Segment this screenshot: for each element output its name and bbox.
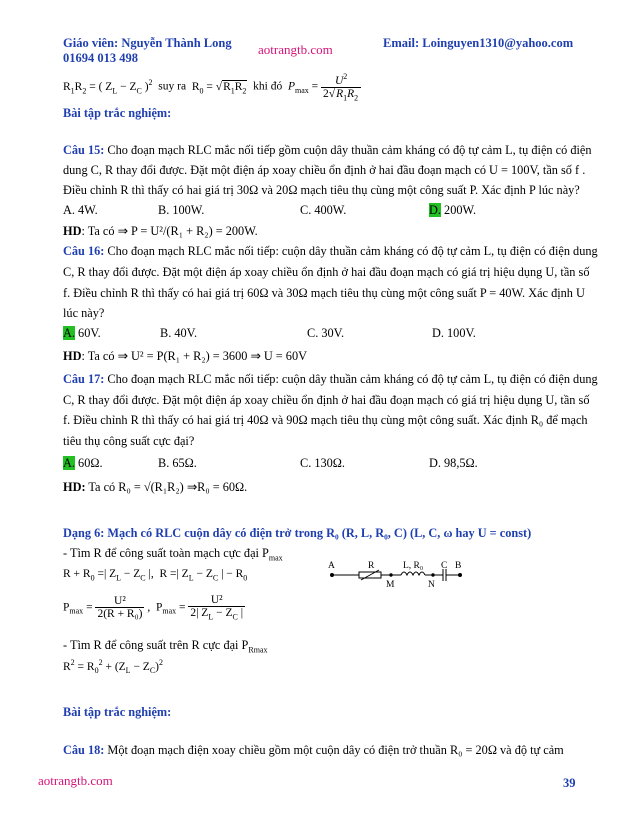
q15-option-a[interactable]: A. 4W. [63, 203, 98, 217]
circuit-label-m: M [386, 580, 395, 590]
q17-line2: C, R thay đổi được. Đặt một điện áp xoay chiều ổn định ở hai đầu đoạn mạch có giá trị hiệu dụng U, tần số [63, 393, 590, 407]
q15-line3: Điều chỉnh R thì thấy có hai giá trị 30Ω và 20Ω mạch tiêu thụ cùng một công suất P. Xác định P lúc này? [63, 183, 580, 197]
circuit-label-n: N [428, 580, 435, 590]
circuit-label-c: C [441, 561, 448, 571]
top-formula-pmax: $\frac{U^2}{2√R_1R_2}$ [321, 72, 361, 102]
header-site-link[interactable]: aotrangtb.com [258, 42, 333, 57]
dang6-eq1: $R + R_0$ =| $Z_L - Z_C$ |, R =| $Z_L - Z_C$ | − $R_0$ [63, 568, 248, 583]
q17-option-b[interactable]: B. 65Ω. [158, 456, 197, 470]
top-formula-lhs: $R_1R_2$ = ( $Z_L - Z_C$ )$^2$ [63, 77, 153, 95]
q16-line3: f. Điều chỉnh R thì thấy có hai giá trị 60Ω và 30Ω mạch tiêu thụ cùng một công suất P = 40W. Xác định U [63, 286, 585, 300]
q16-option-d[interactable]: D. 100V. [432, 326, 476, 340]
q15-option-b[interactable]: B. 100W. [158, 203, 205, 217]
q16-option-c[interactable]: C. 30V. [307, 326, 345, 340]
dang6-bullet1: - Tìm R để công suất toàn mạch cực đại $P_{max}$ [63, 546, 283, 563]
q16-line1: Câu 16: Cho đoạn mạch RLC mắc nối tiếp: cuộn dây thuần cảm kháng có độ tự cảm L, tụ điện có điện dung [63, 244, 598, 258]
q16-option-a[interactable]: A. 60V. [63, 326, 101, 340]
q17-line1: Câu 17: Cho đoạn mạch RLC mắc nối tiếp: cuộn dây thuần cảm kháng có độ tự cảm L, tụ điện có điện dung [63, 372, 598, 386]
footer-site-link[interactable]: aotrangtb.com [38, 773, 113, 788]
header-email[interactable]: Email: Loinguyen1310@yahoo.com [383, 36, 574, 50]
circuit-label-b: B [455, 561, 462, 571]
q17-option-c[interactable]: C. 130Ω. [300, 456, 346, 470]
top-formula-khido: khi đó [253, 80, 283, 93]
circuit-label-lr0: L, R₀ [403, 561, 424, 571]
circuit-diagram [325, 558, 515, 598]
q17-line3: f. Điều chỉnh R thì thấy có hai giá trị 40Ω và 90Ω mạch tiêu thụ cùng một công suất. Xác định R₀ để mạch [63, 413, 588, 427]
q16-hint: HD: Ta có ⇒ U² = P(R₁ + R₂) = 3600 ⇒ U = 60V [63, 349, 307, 363]
circuit-label-r: R [368, 561, 375, 571]
q15-hint: HD: Ta có ⇒ P = U²/(R₁ + R₂) = 200W. [63, 224, 258, 238]
section-title-exercises: Bài tập trắc nghiệm: [63, 106, 172, 120]
q16-line2: C, R thay đổi được. Đặt một điện áp xoay chiều ổn định ở hai đầu đoạn mạch có giá trị hiệu dụng U, tần số [63, 265, 590, 279]
teacher-phone: 01694 013 498 [63, 51, 138, 65]
top-formula-suyra: suy ra [158, 80, 187, 93]
circuit-label-a: A [328, 561, 335, 571]
q16-line4: lúc này? [63, 306, 105, 320]
q17-line4: tiêu thụ công suất cực đại? [63, 434, 195, 448]
page-number: 39 [563, 776, 576, 790]
q15-line1: Câu 15: Cho đoạn mạch RLC mắc nối tiếp gồm cuộn dây thuần cảm kháng có độ tự cảm L, tụ điện có điện [63, 143, 592, 157]
dang6-eq2: $P_{max}$ = $\frac{\text{U²}}{\text{2(R + R₀)}}$ , $P_{max}$ = $\frac{\text{U²}}{2| Z_L - Z_C |}$ [63, 594, 244, 622]
q15-line2: dung C, R thay đổi được. Đặt một điện áp xoay chiều ổn định ở hai đầu đoạn mạch có U = 100V, tần số f . [63, 163, 586, 177]
top-formula: $R_1R_2$ = ( $Z_L - Z_C$ )$^2$ suy ra $R_0 = √R_1R_2$ khi đó $P_{max}$ = $\frac{U^2}{2√R_1R_2}$ [63, 72, 361, 102]
q17-option-a[interactable]: A. 60Ω. [63, 456, 103, 470]
teacher-name: Giáo viên: Nguyễn Thành Long [63, 36, 232, 50]
dang6-bullet2: - Tìm R để công suất trên R cực đại $P_{Rmax}$ [63, 638, 268, 655]
q16-option-b[interactable]: B. 40V. [160, 326, 198, 340]
q15-option-c[interactable]: C. 400W. [300, 203, 347, 217]
q15-option-d[interactable]: D. 200W. [429, 203, 477, 217]
q17-hint: HD: Ta có R₀ = √(R₁R₂) ⇒R₀ = 60Ω. [63, 480, 248, 494]
dang6-title: Dạng 6: Mạch có RLC cuộn dây có điện trở trong R₀ (R, L, R₀, C) (L, C, ω hay U = const) [63, 526, 532, 540]
q15-label: Câu 15: [63, 143, 105, 157]
dang6-eq3: $R^2 = R_0^2 + (Z_L - Z_C)^2$ [63, 658, 164, 676]
q18-line1: Câu 18: Một đoạn mạch điện xoay chiều gồm một cuộn dây có điện trở thuần R₀ = 20Ω và độ tự cảm [63, 743, 564, 757]
top-formula-r0: $R_0 = √R_1R_2$ [191, 80, 247, 95]
q17-option-d[interactable]: D. 98,5Ω. [429, 456, 478, 470]
section-title-exercises-2: Bài tập trắc nghiệm: [63, 705, 172, 719]
